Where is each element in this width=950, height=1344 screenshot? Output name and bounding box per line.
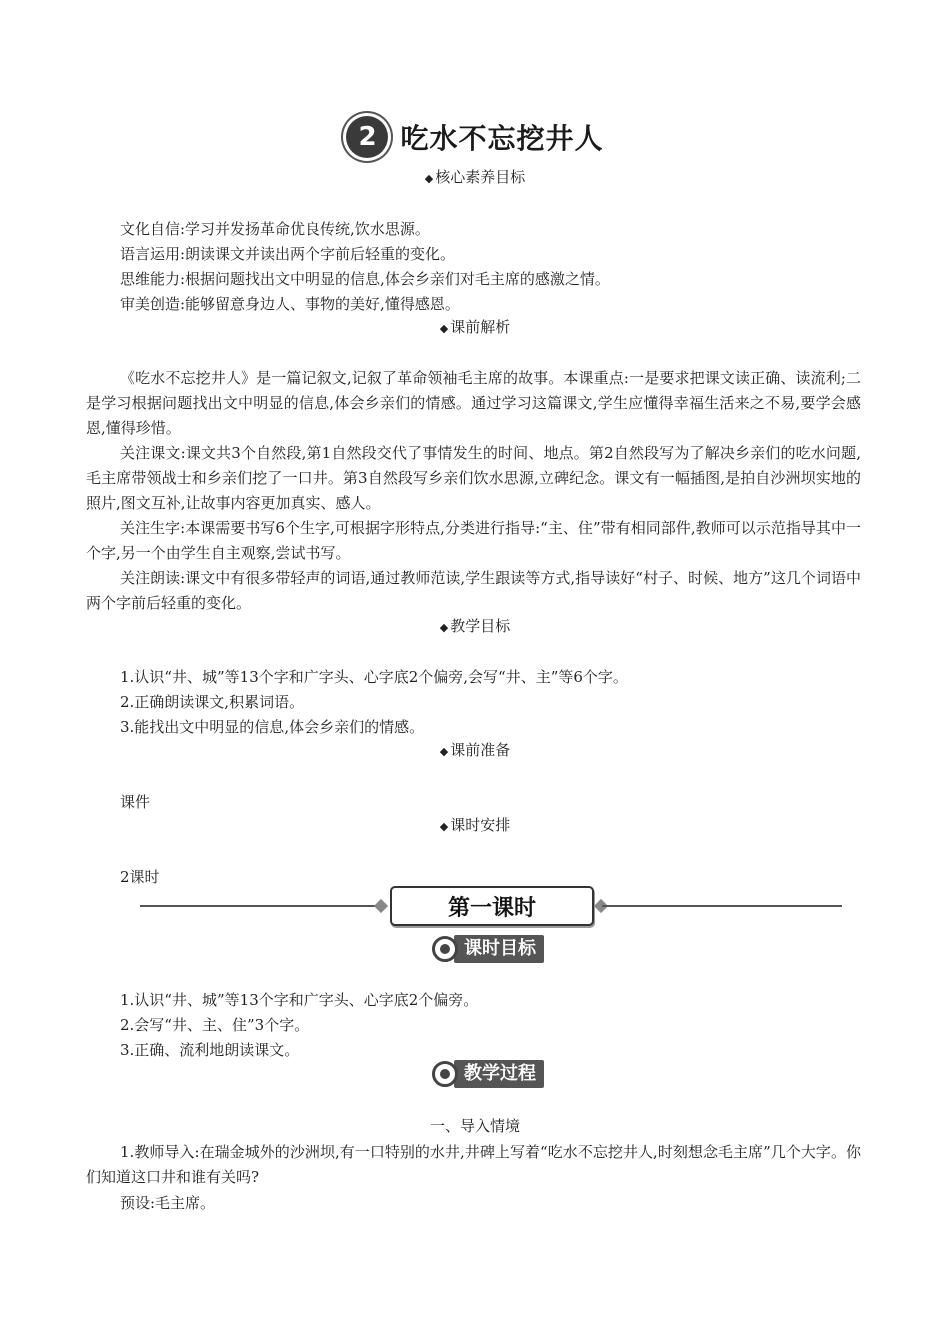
lesson-goal-item: 2.会写“井、主、住”3个字。 [120, 1016, 310, 1034]
divider-line-left [140, 905, 380, 907]
target-icon [432, 936, 458, 962]
lesson-goal-item: 1.认识“井、城”等13个字和广字头、心字底2个偏旁。 [120, 991, 479, 1009]
target-icon [432, 1061, 458, 1087]
teaching-goal-item: 2.正确朗读课文,积累词语。 [120, 693, 305, 711]
section-heading-text: 课时安排 [450, 816, 511, 834]
lesson-number-badge: 2 [346, 116, 388, 158]
diamond-icon: ◆ [439, 820, 449, 833]
core-goal-item: 文化自信:学习并发扬革命优良传统,饮水思源。 [120, 220, 430, 238]
teaching-goal-item: 3.能找出文中明显的信息,体会乡亲们的情感。 [120, 718, 425, 736]
lesson-title-row [0, 116, 950, 158]
core-goal-item: 审美创造:能够留意身边人、事物的美好,懂得感恩。 [120, 295, 460, 313]
step-heading: 一、导入情境 [429, 1117, 520, 1135]
core-goal-item: 思维能力:根据问题找出文中明显的信息,体会乡亲们对毛主席的感激之情。 [120, 270, 610, 288]
core-goal-item: 语言运用:朗读课文并读出两个字前后轻重的变化。 [120, 245, 456, 263]
section-heading-text: 教学目标 [450, 617, 511, 635]
preset-answer: 预设:毛主席。 [120, 1194, 216, 1212]
lesson-goals-tag [432, 935, 544, 963]
teaching-goal-item: 1.认识“井、城”等13个字和广字头、心字底2个偏旁,会写“井、主”等6个字。 [120, 668, 628, 686]
lesson-title: 吃水不忘挖井人 [400, 122, 604, 155]
first-lesson-banner [140, 884, 842, 928]
divider-line-right [602, 905, 842, 907]
diamond-icon: ◆ [439, 621, 449, 634]
analysis-paragraph: 关注课文:课文共3个自然段,第1自然段交代了事情发生的时间、地点。第2自然段写为了解决乡亲们的吃水问题,毛主席带领战士和乡亲们挖了一口井。第3自然段写乡亲们饮水思源,立碑纪念。课文有一幅插图,是拍自沙洲坝实地的照片,图文互补,让故事内容更加真实、感人。 [86, 444, 861, 512]
diamond-icon: ◆ [439, 745, 449, 758]
section-heading-text: 核心素养目标 [435, 168, 526, 186]
lesson-goal-item: 3.正确、流利地朗读课文。 [120, 1041, 300, 1059]
lesson-goals-label: 课时目标 [454, 935, 544, 963]
teaching-process-label: 教学过程 [454, 1060, 544, 1088]
diamond-icon: ◆ [439, 322, 449, 335]
preparation-text: 课件 [120, 793, 151, 811]
analysis-paragraph: 《吃水不忘挖井人》是一篇记叙文,记叙了革命领袖毛主席的故事。本课重点:一是要求把课文读正确、读流利;二是学习根据问题找出文中明显的信息,体会乡亲们的情感。通过学习这篇课文,学生应懂得幸福生活来之不易,要学会感恩,懂得珍惜。 [86, 369, 861, 437]
section-heading-text: 课前解析 [450, 318, 511, 336]
section-heading-teaching-goals [0, 615, 950, 636]
section-heading-text: 课前准备 [450, 741, 511, 759]
schedule-text: 2课时 [120, 868, 160, 886]
section-heading-core-goals [0, 166, 950, 187]
teaching-process-tag [432, 1060, 544, 1088]
section-heading-preparation [0, 739, 950, 760]
first-lesson-title: 第一课时 [390, 886, 594, 926]
section-heading-schedule [0, 814, 950, 835]
step-paragraph: 1.教师导入:在瑞金城外的沙洲坝,有一口特别的水井,井碑上写着“吃水不忘挖井人,时刻想念毛主席”几个大字。你们知道这口井和谁有关吗? [86, 1143, 861, 1186]
analysis-paragraph: 关注朗读:课文中有很多带轻声的词语,通过教师范读,学生跟读等方式,指导读好“村子、时候、地方”这几个词语中两个字前后轻重的变化。 [86, 569, 861, 612]
section-heading-pre-analysis [0, 316, 950, 337]
diamond-ornament-left [374, 899, 388, 913]
analysis-paragraph: 关注生字:本课需要书写6个生字,可根据字形特点,分类进行指导:“主、住”带有相同部件,教师可以示范指导其中一个字,另一个由学生自主观察,尝试书写。 [86, 519, 861, 562]
diamond-icon: ◆ [424, 172, 434, 185]
